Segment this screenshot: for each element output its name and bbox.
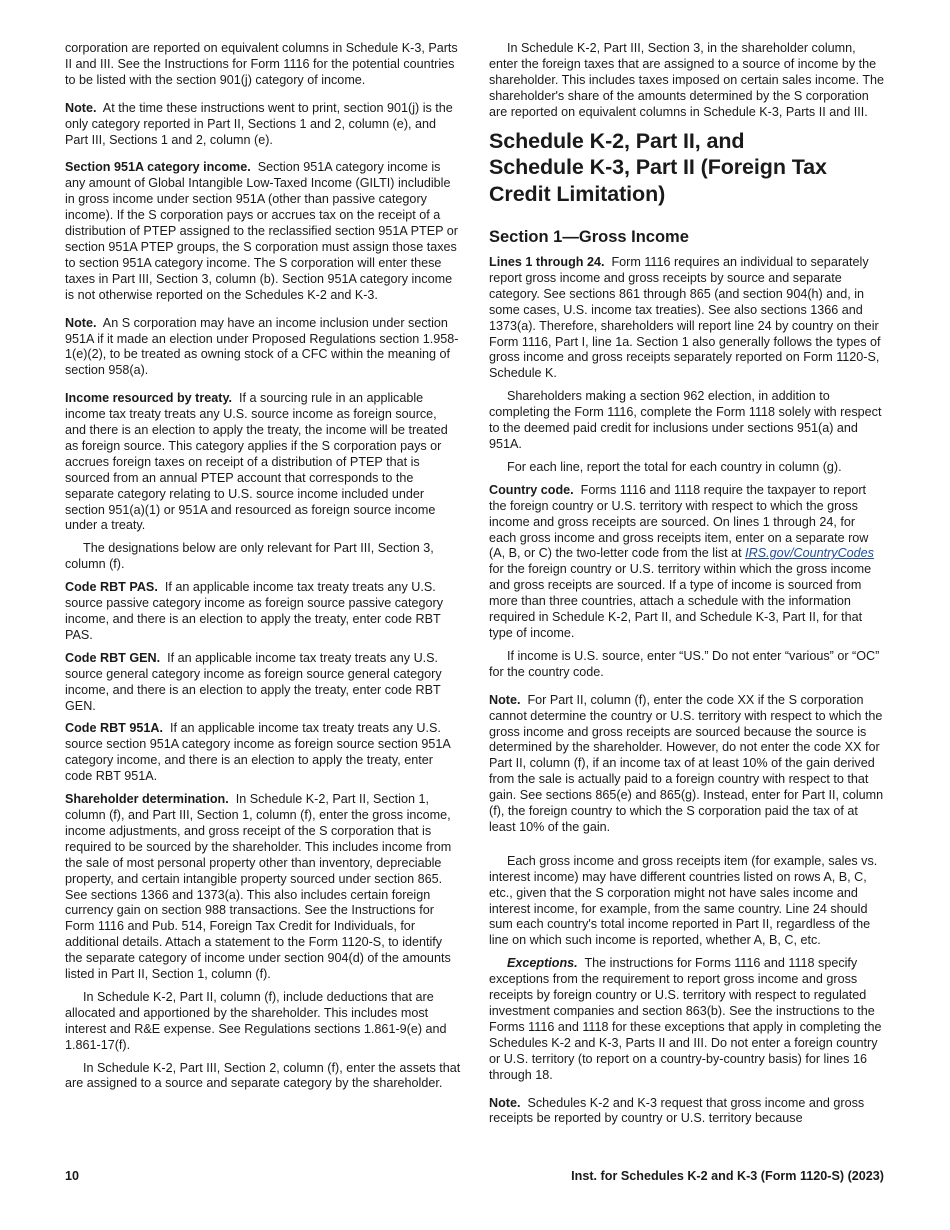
section-951a-paragraph [65,160,461,303]
paragraph-text: Form 1116 requires an individual to separately report gross income and gross receipts by source and separate category. See sections 861 through 865 (and section 904(h) and, in some cases, U.S. income tax treaties). See also sections 1366 and 1373(a). Therefore, shareholders will report line 24 by country on their Form 1116, Part I, line 1a. Section 1 also generally follows the types of gross income and gross receipts separately reported on Form 1120-S, Schedule K. [489,255,881,381]
note [489,693,885,836]
paragraph: Shareholders making a section 962 election, in addition to completing the Form 1116, complete the Form 1118 solely with respect to the deemed paid credit for inclusions under sections 951(a) and 951A. [489,389,882,451]
paragraph-text: for the foreign country or U.S. territory within which the gross income and gross receipts are sourced. If a type of income is sourced from more than three countries, attach a schedule with the information required in Schedule K-2, Part II, and Schedule K-3, Part II, for that type of income. [489,562,872,640]
paragraph-text: The instructions for Forms 1116 and 1118 specify exceptions from the requirement to report gross income and gross receipts by foreign country or U.S. territory with respect to regulated investment companies and section 863(b). See the instructions to the Forms 1116 and 1118 for these exceptions that apply in completing the Schedules K-2 and K-3, Parts II and III. Do not enter a foreign country or U.S. territory (to report on a country-by-country basis) for lines 16 through 18. [489,956,882,1082]
paragraph: In Schedule K-2, Part III, Section 2, column (f), enter the assets that are assigned to a source and separate category by the shareholder. [65,1060,461,1091]
paragraph: corporation are reported on equivalent columns in Schedule K-3, Parts II and III. See the Instructions for Form 1116 for the potential countries to be listed with the section 901(j) category of income. [65,41,458,87]
subsection-heading: Section 1—Gross Income [489,228,689,247]
note [65,316,461,380]
paragraph-text: If an applicable income tax treaty treats any U.S. source section 951A category income as foreign source section 951A category income, and there is an election to apply the treaty, enter code RBT 951A. [65,721,451,784]
country-code-paragraph [489,483,885,642]
right-column [489,41,885,1139]
run-in-heading: Code RBT 951A. [65,721,163,736]
heading-line: Schedule K-3, Part II (Foreign Tax [489,155,827,180]
code-rbt-pas-paragraph [65,580,461,644]
heading-line: Schedule K-2, Part II, and [489,128,745,153]
paragraph: In Schedule K-2, Part II, column (f), include deductions that are allocated and apportioned by the shareholder. This includes most interest and R&E expense. See Regulations sections 1.861-9(e) and 1.861-17(f). [65,989,447,1052]
note-text: At the time these instructions went to print, section 901(j) is the only category reported in Part II, Sections 1 and 2, column (e), and Part III, Sections 1 and 2, column (e). [65,100,453,147]
paragraph: In Schedule K-2, Part III, Section 3, in the shareholder column, enter the foreign taxes that are assigned to a source of income by the shareholder. This includes taxes imposed on certain sales income. The shareholder's share of the amounts determined by the S corporation are reported on equivalent columns in Schedule K-3, Parts II and III. [489,41,885,119]
note-label: Note. [489,1095,521,1110]
run-in-heading: Exceptions. [507,956,578,971]
paragraph-text: Forms 1116 and 1118 require the taxpayer to report the foreign country or U.S. territory with respect to which the gross income and gross receipts are sourced. On lines 1 through 24, for each gross income and gross receipts item, enter on a separate row (A, B, or C) the two-letter code from the list at [489,482,869,561]
paragraph: For each line, report the total for each country in column (g). [507,459,842,474]
note-label: Note. [65,100,97,115]
section-heading [489,128,885,208]
note-text: Schedules K-2 and K-3 request that gross income and gross receipts be reported by country or U.S. territory because [489,1095,865,1126]
code-rbt-gen-paragraph [65,651,461,715]
run-in-heading: Code RBT GEN. [65,650,161,665]
paragraph: Each gross income and gross receipts item (for example, sales vs. interest income) may have different countries listed on rows A, B, C, etc., given that the S corporation might not have sales income and interest income, for example, from the same country. Line 24 should sum each country's total income reported in Part II, regardless of the line on which such income is reported, whether A, B, C, etc. [489,853,878,948]
run-in-heading: Income resourced by treaty. [65,391,233,406]
exceptions-paragraph [489,956,885,1083]
run-in-heading: Country code. [489,482,574,497]
paragraph: The designations below are only relevant for Part III, Section 3, column (f). [65,541,434,572]
paragraph-text: In Schedule K-2, Part II, Section 1, column (f), and Part III, Section 1, column (f), enter the gross income, income adjustments, and gross receipt of the S corporation that is required to be sourced by the shareholder. This includes income from the sale of most personal property other than inventory, depreciable property, and certain intangible property sourced under section 865. See sections 1366 and 1373(a). This also includes certain foreign currency gain on section 988 transactions. See the Instructions for Form 1116 and Pub. 514, Foreign Tax Credit for Individuals, for additional details. Attach a statement to the Form 1120-S, to identify the separate category of income under section 904(d) of the amounts listed in Part II, Section 1, column (f). [65,792,452,982]
left-column [65,41,461,1099]
paragraph-text: If an applicable income tax treaty treats any U.S. source passive category income as foreign source passive category income, and there is an election to apply the treaty, enter code RBT PAS. [65,580,444,642]
shareholder-determination-paragraph [65,792,461,983]
run-in-heading: Shareholder determination. [65,792,229,807]
code-rbt-951a-paragraph [65,721,461,785]
note [65,101,461,149]
note-text: For Part II, column (f), enter the code XX if the S corporation cannot determine the country or U.S. territory with respect to which the gross income and gross receipts are sourced because the source is determined by the shareholder. However, do not enter the code XX for Part II, column (f), if an income tax of at least 10% of the gain derived from the sale is actually paid to a foreign country with respect to that gain. See sections 865(e) and 865(g). Instead, enter for Part II, column (f), the foreign country to which the S corporation paid the tax of at least 10% of the gain. [489,692,884,834]
run-in-heading: Code RBT PAS. [65,580,158,595]
treaty-paragraph [65,391,461,534]
note-text: An S corporation may have an income inclusion under section 951A if it made an election under Proposed Regulations section 1.958-1(e)(2), to be treated as owning stock of a CFC within the meaning of section 958(a). [65,315,459,378]
note-label: Note. [65,315,97,330]
paragraph-text: If a sourcing rule in an applicable income tax treaty treats any U.S. source income as foreign source, and there is an election to apply the treaty, the income will be treated as foreign source. This category applies if the S corporation pays or accrues foreign taxes on receipt of a distribution of PTEP that is sourced from an annual PTEP account that corresponds to the separate category relating to U.S. source income included under section 951(a)(1) or 951A and resourced as foreign source income under a treaty. [65,391,448,533]
note-label: Note. [489,692,521,707]
page-number: 10 [65,1169,80,1183]
paragraph-text: Section 951A category income is any amount of Global Intangible Low-Taxed Income (GILTI) includible in gross income under section 951A (other than passive category income). If the S corporation pays or accrues tax on the receipt of a distribution of PTEP assigned to the reclassified section 951A PTEP or section 951A PTEP groups, the S corporation must assign those taxes to section 951A category income. The S corporation will enter these taxes in Part III, Section 3, column (b). Section 951A category income is not otherwise reported on the Schedules K-2 and K-3. [65,160,458,302]
heading-line: Credit Limitation) [489,181,666,206]
document-title: Inst. for Schedules K-2 and K-3 (Form 1120-S) (2023) [571,1169,884,1183]
paragraph-text: If an applicable income tax treaty treats any U.S. source general category income as foreign source general category income, and there is an election to apply the treaty, enter code RBT GEN. [65,650,442,713]
run-in-heading: Section 951A category income. [65,160,251,175]
paragraph: If income is U.S. source, enter “US.” Do not enter “various” or “OC” for the country code. [489,648,880,679]
lines-paragraph [489,255,885,382]
note [489,1096,885,1128]
country-codes-link[interactable]: IRS.gov/CountryCodes [745,546,874,561]
run-in-heading: Lines 1 through 24. [489,255,605,270]
